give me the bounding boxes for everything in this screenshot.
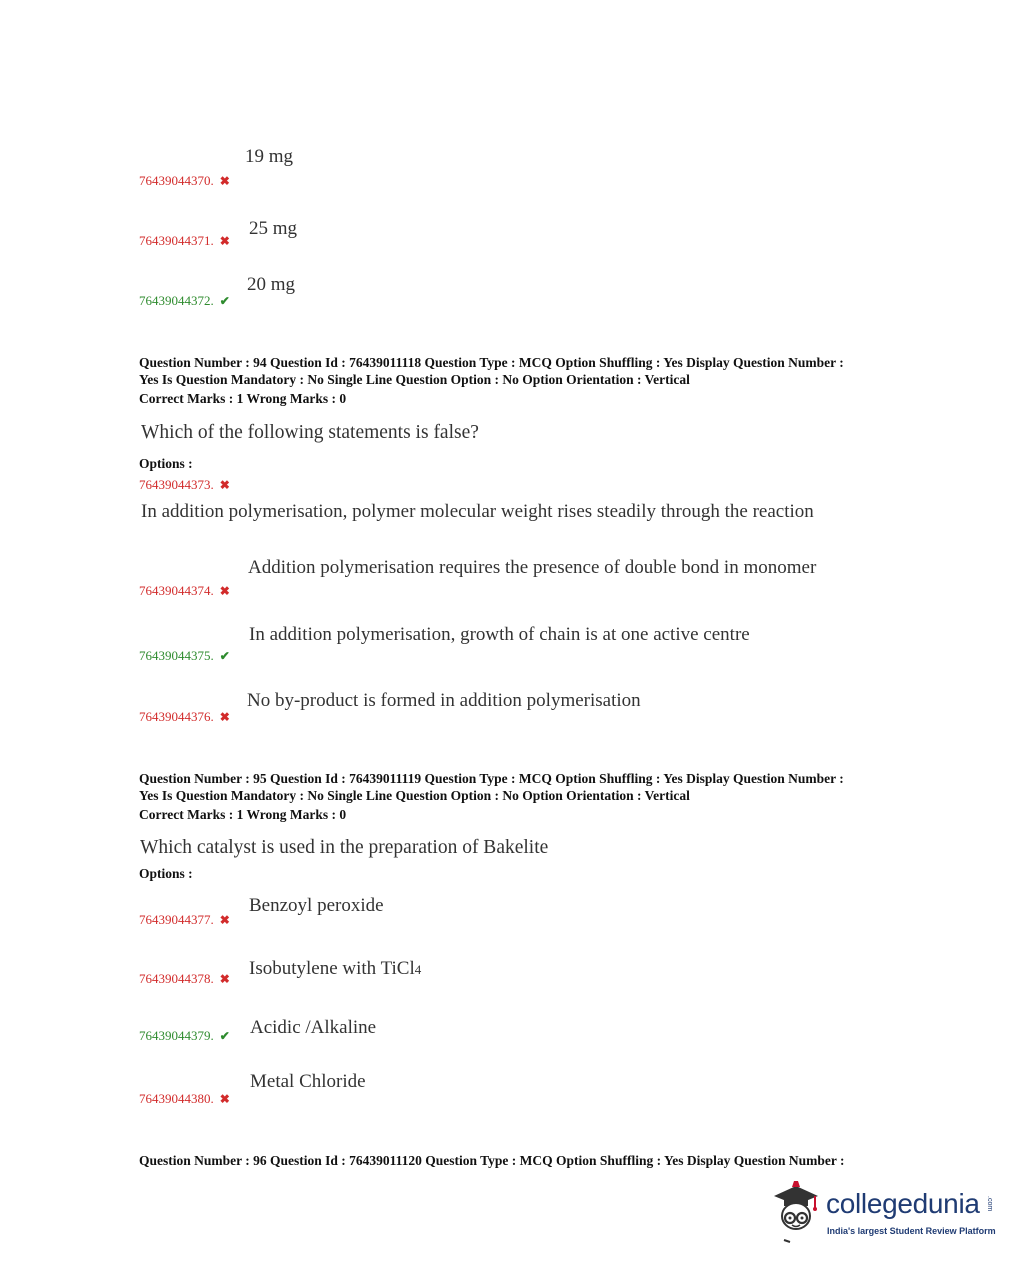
question-meta-line: Question Number : 96 Question Id : 76439011120 Question Type : MCQ Option Shuffling : Yes Display Question Number : [139,1153,845,1168]
question-meta [139,1153,909,1170]
logo-wordmark: collegedunia [826,1188,980,1219]
option-text: In addition polymerisation, growth of chain is at one active centre [249,624,750,645]
question-meta-line: Question Number : 94 Question Id : 76439011118 Question Type : MCQ Option Shuffling : Yes Display Question Number : [139,355,844,370]
option-id-wrong [139,173,230,189]
option-text: Metal Chloride [250,1071,366,1092]
option-id-wrong [139,912,230,928]
option-text: 25 mg [249,218,298,239]
cross-icon: ✖ [219,913,230,927]
option-id: 76439044375. [139,648,214,663]
logo-tagline: India's largest Student Review Platform [827,1226,996,1236]
cross-icon: ✖ [219,174,230,188]
options-label: Options : [139,456,193,471]
option-id: 76439044379. [139,1028,214,1043]
logo-dotcom: .com [986,1196,993,1212]
question-stem: Which of the following statements is false? [141,422,479,443]
check-icon: ✔ [219,1029,230,1043]
question-marks: Correct Marks : 1 Wrong Marks : 0 [139,391,347,406]
option-id: 76439044376. [139,709,214,724]
cross-icon: ✖ [219,710,230,724]
option-id: 76439044378. [139,971,214,986]
question-meta [139,355,909,408]
option-id-correct [139,1028,230,1044]
question-meta-line: Question Number : 95 Question Id : 76439011119 Question Type : MCQ Option Shuffling : Yes Display Question Number : [139,771,844,786]
cross-icon: ✖ [219,478,230,492]
collegedunia-logo [768,1178,1000,1248]
cross-icon: ✖ [219,234,230,248]
option-id-wrong [139,971,230,987]
option-id-wrong [139,1091,230,1107]
option-id-correct [139,648,230,664]
options-label: Options : [139,866,193,881]
option-id-wrong [139,583,230,599]
option-id: 76439044373. [139,477,214,492]
option-id-wrong [139,709,230,725]
option-id: 76439044370. [139,173,214,188]
option-id: 76439044377. [139,912,214,927]
check-icon: ✔ [219,649,230,663]
option-id: 76439044371. [139,233,214,248]
option-text: Acidic /Alkaline [250,1017,377,1038]
question-meta-line: Yes Is Question Mandatory : No Single Line Question Option : No Option Orientation : Vertical [139,787,690,803]
option-text: Isobutylene with TiCl4 [249,958,422,979]
option-text: 20 mg [247,274,296,295]
question-meta-line: Yes Is Question Mandatory : No Single Line Question Option : No Option Orientation : Vertical [139,371,690,387]
option-id: 76439044372. [139,293,214,308]
mascot-icon [768,1178,824,1244]
option-text: In addition polymerisation, polymer molecular weight rises steadily through the reaction [141,501,814,522]
option-id-correct [139,293,230,309]
option-id: 76439044374. [139,583,214,598]
option-text: No by-product is formed in addition polymerisation [247,690,641,711]
check-icon: ✔ [219,294,230,308]
option-text: Benzoyl peroxide [249,895,384,916]
cross-icon: ✖ [219,1092,230,1106]
question-marks: Correct Marks : 1 Wrong Marks : 0 [139,807,347,822]
option-id-wrong [139,477,230,493]
cross-icon: ✖ [219,584,230,598]
option-id: 76439044380. [139,1091,214,1106]
option-id-wrong [139,233,230,249]
question-meta [139,771,909,824]
option-text: 19 mg [245,146,294,167]
question-stem: Which catalyst is used in the preparation of Bakelite [140,837,549,858]
cross-icon: ✖ [219,972,230,986]
option-text: Addition polymerisation requires the presence of double bond in monomer [248,557,817,578]
